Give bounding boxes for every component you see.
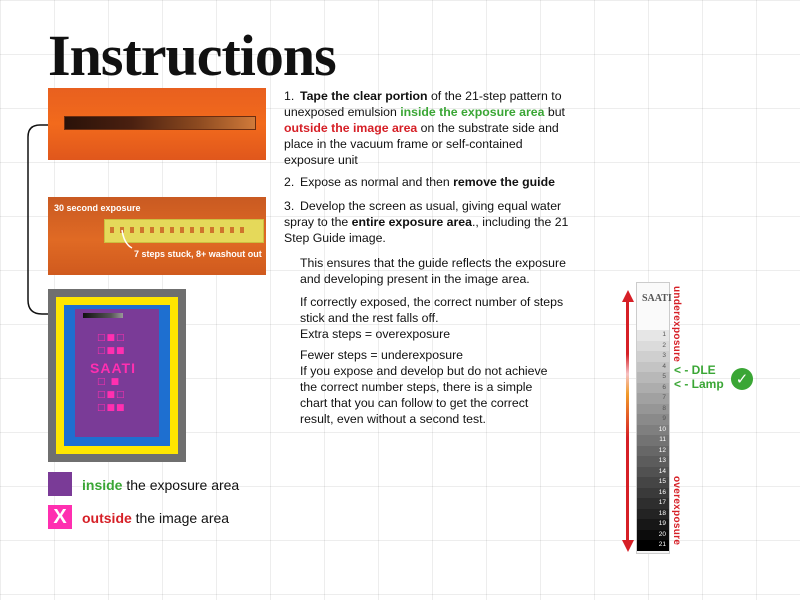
step-guide-cell: 6 [637,383,669,394]
photo-exposure-result [48,197,266,275]
step-guide-cell: 10 [637,425,669,436]
step-guide-cell: 3 [637,351,669,362]
step-guide-cell: 11 [637,435,669,446]
image-row-3: □ ■ [97,377,121,387]
overexposure-label: overexposure [671,476,682,546]
step-guide-cell: 19 [637,519,669,530]
paragraph-guide-reflects: This ensures that the guide reflects the exposure and developing present in the image area. [300,256,566,286]
paragraph-overexposure: Extra steps = overexposure [300,327,451,341]
legend-outside [82,510,229,526]
over-arrow-head [622,540,634,552]
legend-inside-keyword: inside [82,477,123,493]
step-guide-cell: 12 [637,446,669,457]
step-guide-cell: 13 [637,456,669,467]
legend-inside-swatch [48,472,72,496]
page-title: Instructions [48,23,336,88]
image-row-4: □■□ [97,390,126,400]
legend-inside-text: the exposure area [122,477,240,493]
paragraph-underexposure: Fewer steps = underexposure [300,348,464,362]
legend-outside-swatch: X [48,505,72,529]
image-brand: SAATI [90,360,136,376]
legend-outside-keyword: outside [82,510,132,526]
over-arrow-shaft [626,394,629,540]
step-guide-chart [636,282,670,554]
legend-inside [82,477,239,493]
step-guide-cell: 20 [637,530,669,541]
step-guide-header [637,283,672,330]
step-guide-cell: 1 [637,330,669,341]
step-guide-cell: 16 [637,488,669,499]
under-arrow-shaft [626,300,629,354]
under-arrow-head [622,290,634,302]
step-guide-placement [83,313,123,318]
image-row-2: □■■ [97,346,126,356]
step-guide-cell: 8 [637,404,669,415]
step-2: 2. Expose as normal and then remove the guide [284,175,555,189]
image-row-5: □■■ [97,403,126,413]
step-3-number: 3. [284,199,295,213]
step-guide-strip [64,116,256,130]
step-1-number: 1. [284,89,295,103]
step-3: 3. Develop the screen as usual, giving equal water spray to the entire exposure area., including the 21 Step Guide image. [284,199,569,245]
step-guide-cell: 4 [637,362,669,373]
image-row-1: □■□ [97,333,126,343]
paragraph-correct-exposure: If correctly exposed, the correct number of steps stick and the rest falls off. [300,295,564,325]
check-icon: ✓ [731,368,753,390]
step-guide-cell: 7 [637,393,669,404]
step-guide-cell: 5 [637,372,669,383]
step-guide-cell: 15 [637,477,669,488]
step-guide-cell: 14 [637,467,669,478]
step-guide-cell: 18 [637,509,669,520]
legend-outside-text: the image area [131,510,230,526]
exposure-label: 30 second exposure [54,203,141,213]
underexposure-label: underexposure [671,286,682,363]
result-label: 7 steps stuck, 8+ washout out [134,249,262,259]
mid-fade [626,354,629,394]
step-1: 1. Tape the clear portion of the 21-step pattern to unexposed emulsion inside the exposure area but outside the image area on the substrate side and place in the vacuum frame or self-contained exposure unit [284,89,565,167]
step-2-number: 2. [284,175,295,189]
step-guide-cell: 9 [637,414,669,425]
lamp-marker: < - Lamp [674,377,724,391]
step-guide-brand: SAATI [642,293,672,304]
result-pointer [118,226,138,252]
dle-marker: < - DLE [674,363,716,377]
step-guide-cell: 2 [637,341,669,352]
step-guide-cell: 21 [637,540,669,551]
step-guide-cell: 17 [637,498,669,509]
photo-taped-guide [48,88,266,160]
paragraph-chart-note: If you expose and develop but do not achieve the correct number steps, there is a simple chart that you can follow to get the correct result, even without a second test. [300,364,548,426]
